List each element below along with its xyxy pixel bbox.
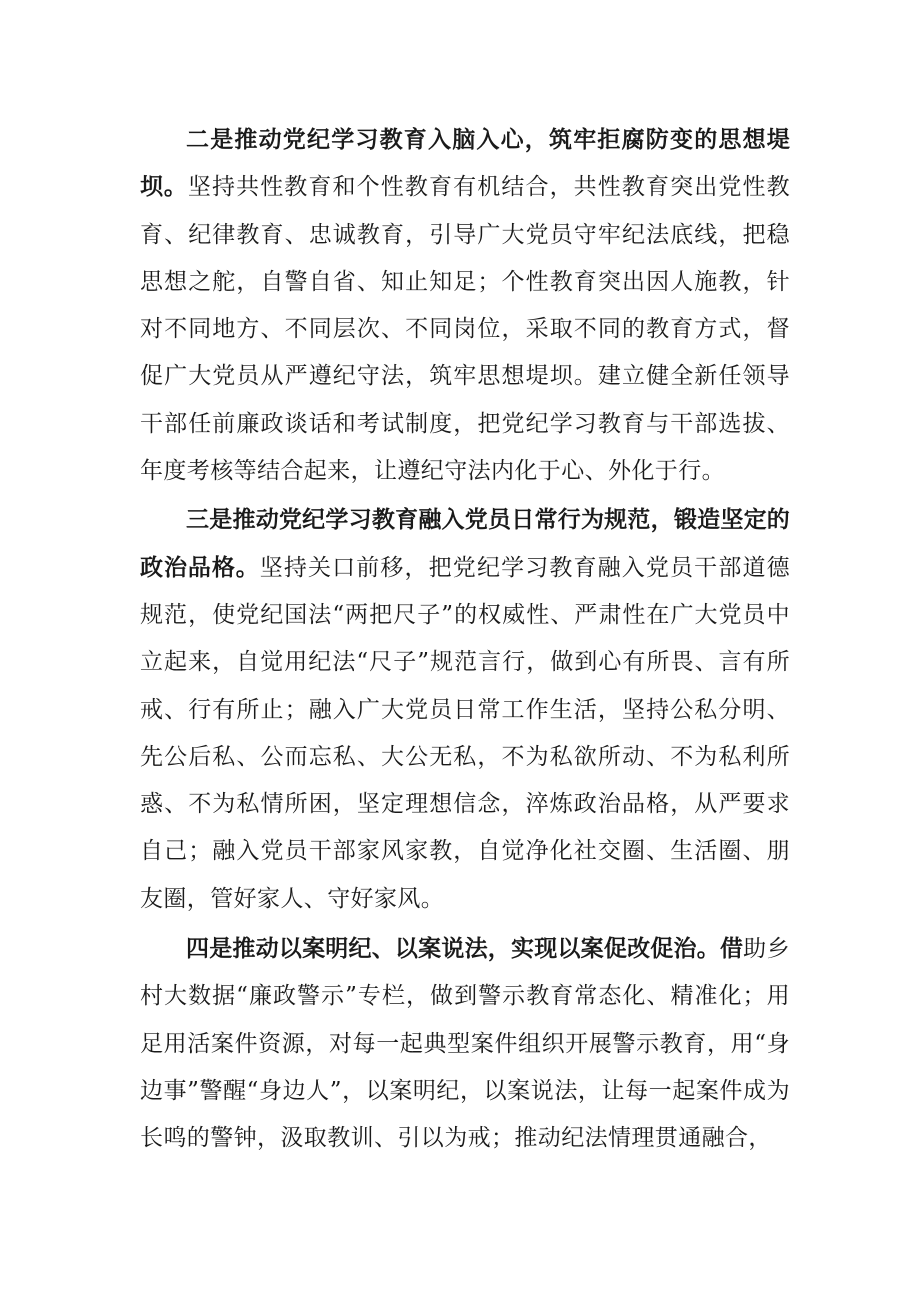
paragraph-body-text: 坚持关口前移，把党纪学习教育融入党员干部道德规范，使党纪国法“两把尺子”的权威性、严肃性在广大党员中立起来，自觉用纪法“尺子”规范言行，做到心有所畏、言有所戒、行有所止；融入广大党员日常工作生活，坚持公私分明、先公后私、公而忘私、大公无私，不为私欲所动、不为私利所惑、不为私情所困，坚定理想信念，淬炼政治品格，从严要求自己；融入党员干部家风家教，自觉净化社交圈、生活圈、朋友圈，管好家人、守好家风。	[140, 554, 791, 912]
paragraph-body-text: 坚持共性教育和个性教育有机结合，共性教育突出党性教育、纪律教育、忠诚教育，引导广大党员守牢纪法底线，把稳思想之舵，自警自省、知止知足；个性教育突出因人施教，针对不同地方、不同层次、不同岗位，采取不同的教育方式，督促广大党员从严遵纪守法，筑牢思想堤坝。建立健全新任领导干部任前廉政谈话和考试制度，把党纪学习教育与干部选拔、年度考核等结合起来，让遵纪守法内化于心、外化于行。	[140, 174, 791, 485]
paragraph-daily-conduct	[140, 497, 790, 923]
paragraph-lead-heading: 二是推动党纪学习教育入脑入心，筑牢拒腐防变的思想堤坝。	[140, 127, 790, 201]
paragraph-lead-heading: 四是推动以案明纪、以案说法，实现以案促改促治。借	[186, 936, 744, 963]
document-body	[140, 117, 790, 1163]
paragraph-education-into-mind	[140, 117, 790, 495]
paragraph-lead-heading: 三是推动党纪学习教育融入党员日常行为规范，锻造坚定的政治品格。	[140, 507, 790, 581]
paragraph-case-warning	[140, 926, 790, 1162]
paragraph-body-text: 助乡村大数据“廉政警示”专栏，做到警示教育常态化、精准化；用足用活案件资源，对每一起典型案件组织开展警示教育，用“身边事”警醒“身边人”，以案明纪，以案说法，让每一起案件成为长鸣的警钟，汲取教训、引以为戒；推动纪法情理贯通融合，	[140, 936, 790, 1152]
